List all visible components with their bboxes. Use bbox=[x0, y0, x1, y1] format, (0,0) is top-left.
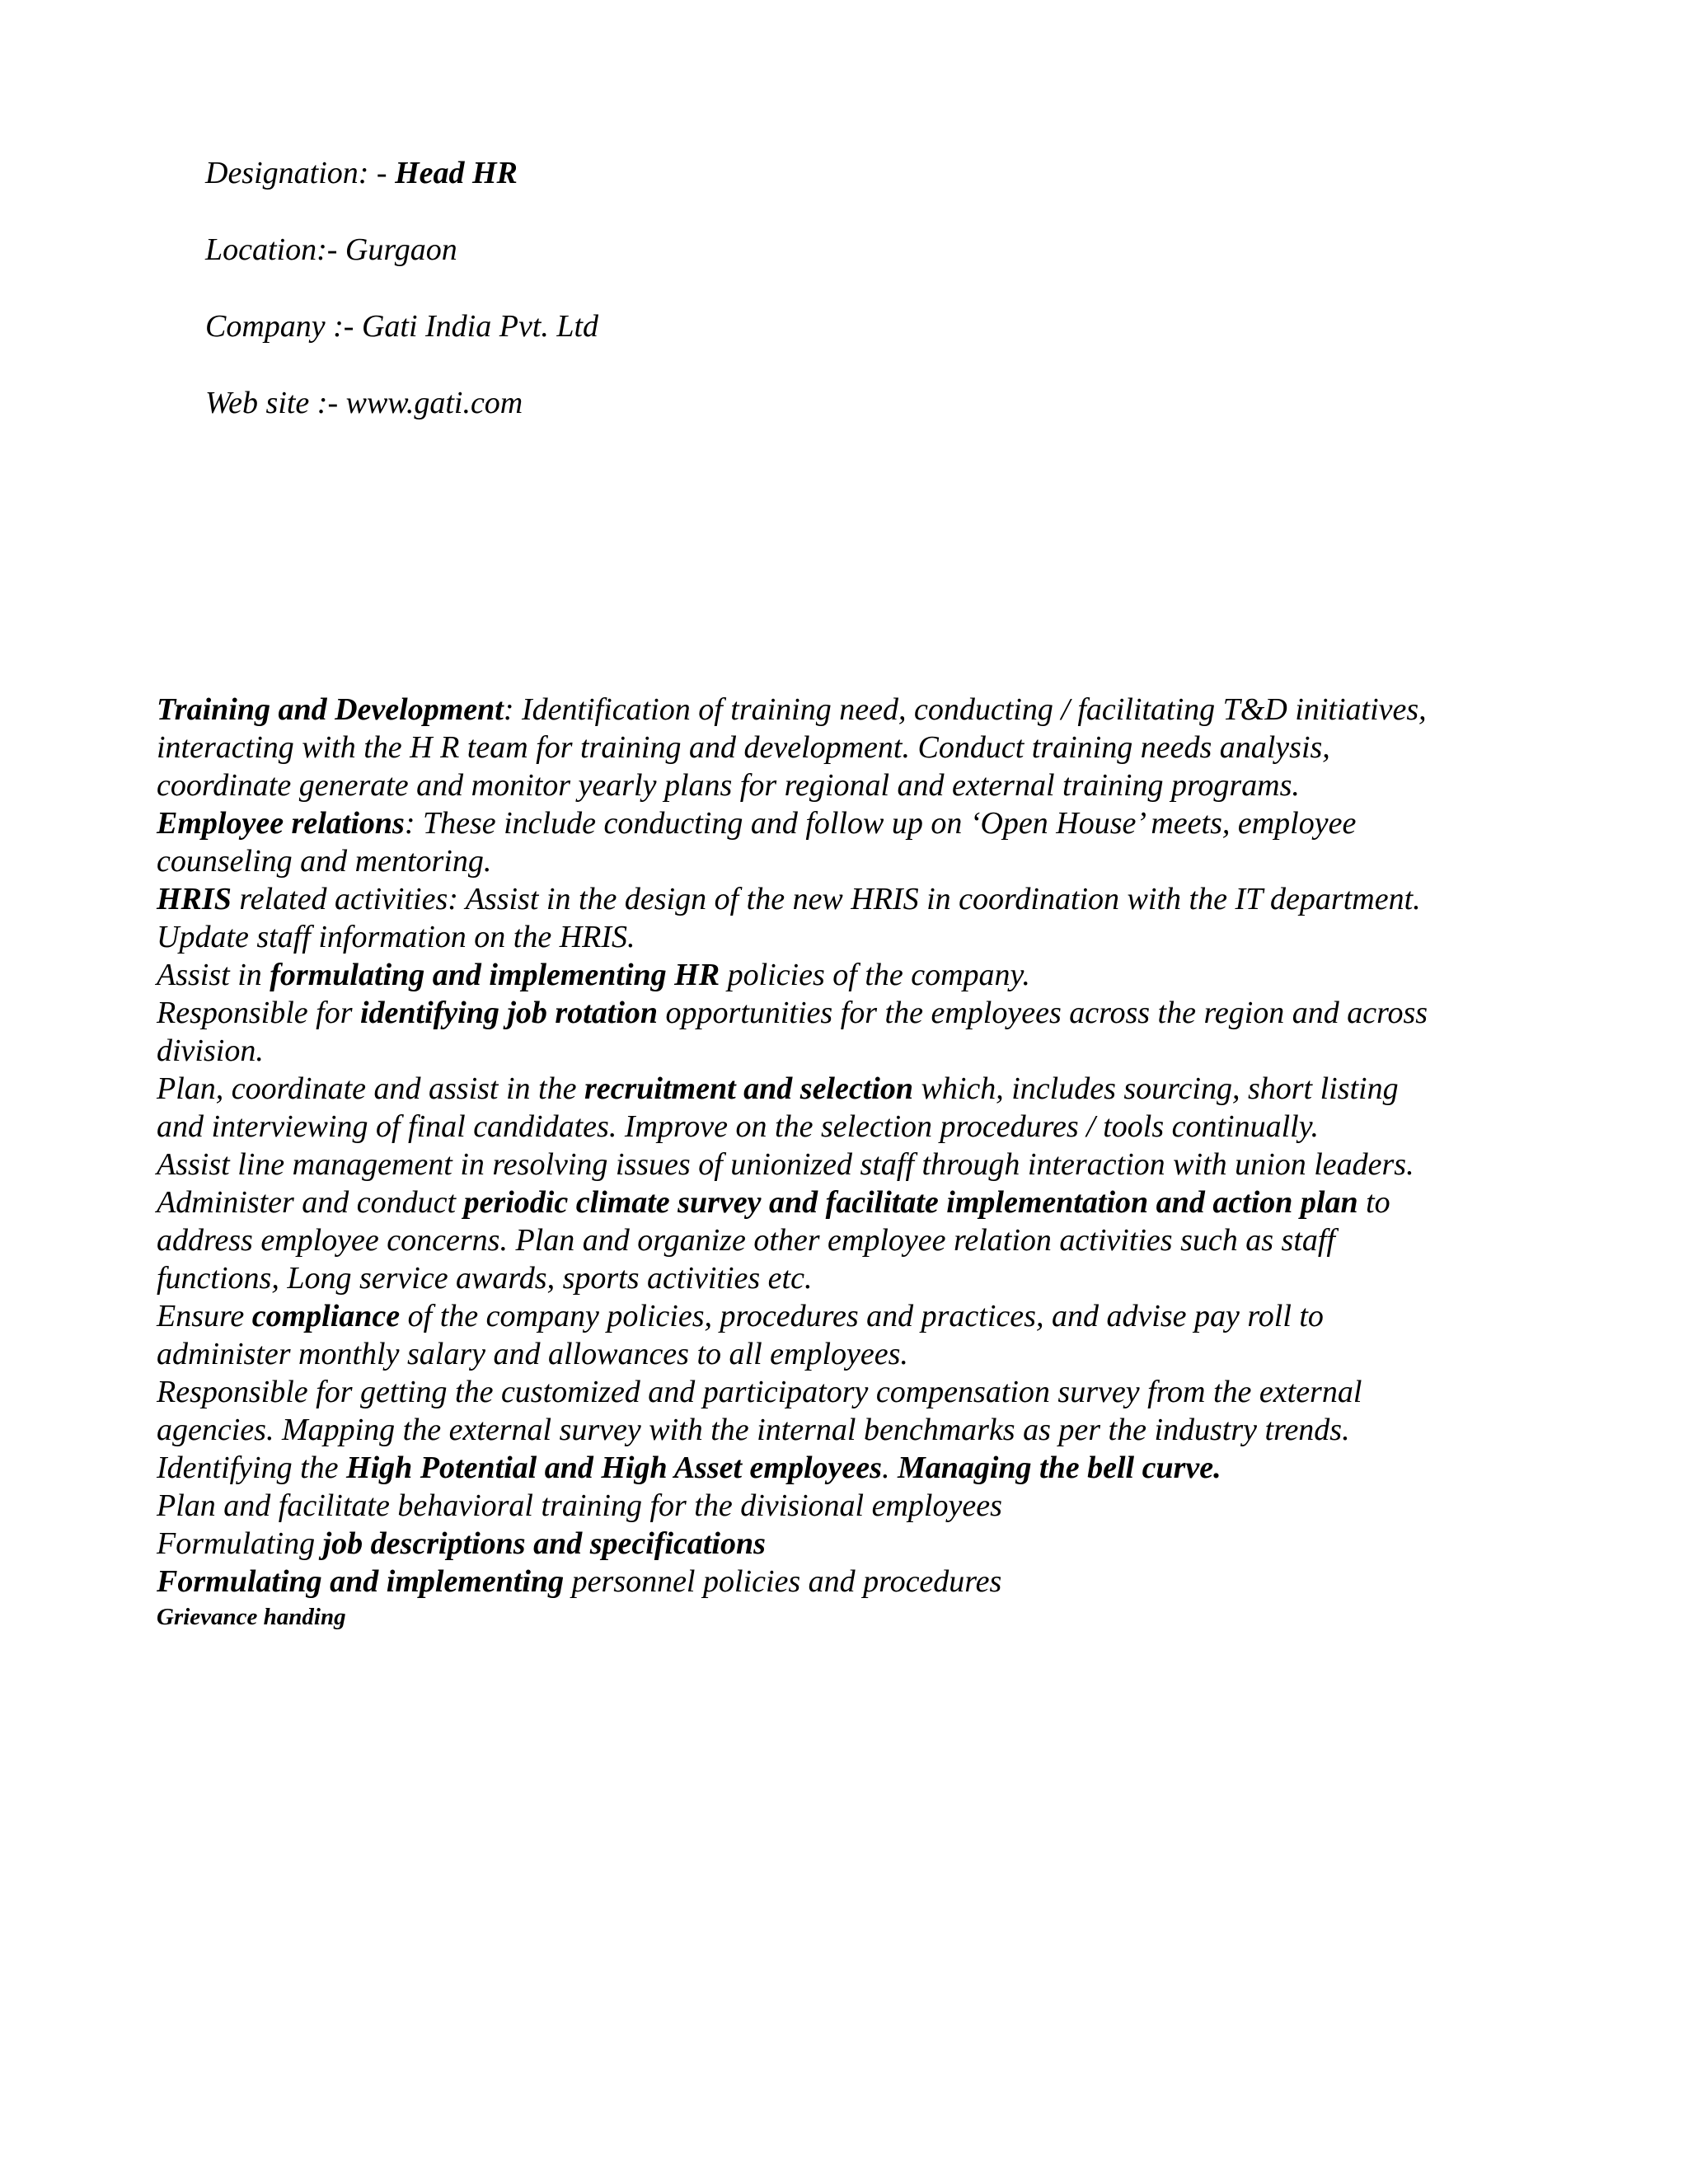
text-line bbox=[157, 1563, 1541, 1601]
text-segment: and interviewing of final candidates. Improve on the selection procedures / tools continually. bbox=[157, 1109, 1319, 1144]
text-segment: Plan and facilitate behavioral training for the divisional employees bbox=[157, 1488, 1002, 1523]
text-segment: Assist line management in resolving issues of unionized staff through interaction with union leaders. bbox=[157, 1147, 1414, 1182]
text-segment: administer monthly salary and allowances to all employees. bbox=[157, 1337, 908, 1371]
text-segment: Administer and conduct bbox=[157, 1185, 464, 1220]
text-segment: opportunities for the employees across the region and across bbox=[658, 996, 1428, 1030]
designation-value: Head HR bbox=[395, 156, 518, 190]
text-line bbox=[157, 1525, 1541, 1563]
text-line bbox=[157, 766, 1541, 804]
text-line bbox=[157, 880, 1541, 918]
text-segment: coordinate generate and monitor yearly plans for regional and external training programs. bbox=[157, 768, 1300, 803]
text-segment: which, includes sourcing, short listing bbox=[912, 1071, 1399, 1106]
text-line bbox=[157, 1183, 1541, 1221]
text-segment: Update staff information on the HRIS. bbox=[157, 920, 635, 954]
header-company: Company :- Gati India Pvt. Ltd bbox=[205, 309, 599, 344]
text-segment: Formulating bbox=[157, 1526, 323, 1561]
text-line bbox=[157, 918, 1541, 956]
text-line bbox=[157, 1373, 1541, 1411]
text-line bbox=[157, 1449, 1541, 1487]
text-line bbox=[157, 1335, 1541, 1373]
bold-segment: High Potential and High Asset employees bbox=[346, 1451, 882, 1485]
text-segment: . bbox=[881, 1451, 898, 1485]
bold-segment: job descriptions and specifications bbox=[322, 1526, 766, 1561]
text-segment: interacting with the H R team for training and development. Conduct training needs analysis, bbox=[157, 730, 1330, 765]
text-line bbox=[157, 804, 1541, 842]
text-line bbox=[157, 1108, 1541, 1146]
designation-label: Designation: - bbox=[205, 156, 396, 190]
text-segment: address employee concerns. Plan and organize other employee relation activities such as staff bbox=[157, 1223, 1335, 1258]
text-segment: : Identification of training need, conducting / facilitating T&D initiatives, bbox=[503, 692, 1427, 727]
text-line bbox=[157, 1146, 1541, 1183]
text-segment: counseling and mentoring. bbox=[157, 844, 492, 879]
bold-segment: HRIS bbox=[157, 882, 232, 916]
text-line bbox=[157, 1221, 1541, 1259]
responsibilities-body bbox=[157, 691, 1541, 1633]
text-line bbox=[157, 1297, 1541, 1335]
text-line bbox=[157, 842, 1541, 880]
header-location: Location:- Gurgaon bbox=[205, 232, 457, 267]
text-line bbox=[157, 1411, 1541, 1449]
text-line bbox=[157, 1032, 1541, 1070]
text-segment: Identifying the bbox=[157, 1451, 347, 1485]
text-segment: Plan, coordinate and assist in the bbox=[157, 1071, 584, 1106]
text-line bbox=[157, 691, 1541, 729]
responsibilities-lines bbox=[157, 691, 1541, 1601]
bold-segment: periodic climate survey and facilitate implementation and action plan bbox=[463, 1185, 1358, 1220]
bold-segment: Managing the bell curve. bbox=[897, 1451, 1221, 1485]
text-segment: functions, Long service awards, sports activities etc. bbox=[157, 1261, 813, 1296]
text-segment: to bbox=[1357, 1185, 1390, 1220]
text-line bbox=[157, 956, 1541, 994]
bold-segment: identifying job rotation bbox=[359, 996, 659, 1030]
text-line bbox=[157, 729, 1541, 766]
header-website: Web site :- www.gati.com bbox=[205, 386, 523, 420]
text-line bbox=[157, 1487, 1541, 1525]
text-segment: division. bbox=[157, 1033, 264, 1068]
bold-segment: formulating and implementing HR bbox=[270, 958, 720, 992]
text-line bbox=[157, 1259, 1541, 1297]
header-designation bbox=[205, 154, 518, 192]
text-segment: agencies. Mapping the external survey with the internal benchmarks as per the industry trends. bbox=[157, 1413, 1350, 1447]
text-segment: Ensure bbox=[157, 1299, 252, 1333]
text-segment: Assist in bbox=[157, 958, 270, 992]
text-segment: Responsible for bbox=[157, 996, 360, 1030]
bold-segment: recruitment and selection bbox=[584, 1071, 913, 1106]
text-segment: Responsible for getting the customized and participatory compensation survey from the external bbox=[157, 1375, 1362, 1409]
text-segment: related activities: Assist in the design of the new HRIS in coordination with the IT department. bbox=[231, 882, 1421, 916]
text-segment: personnel policies and procedures bbox=[564, 1564, 1002, 1599]
bold-segment: Employee relations bbox=[157, 806, 405, 841]
bold-segment: compliance bbox=[251, 1299, 401, 1333]
bold-segment: Training and Development bbox=[157, 692, 504, 727]
bold-segment: Formulating and implementing bbox=[157, 1564, 565, 1599]
text-segment: of the company policies, procedures and practices, and advise pay roll to bbox=[400, 1299, 1324, 1333]
text-line bbox=[157, 994, 1541, 1032]
text-segment: : These include conducting and follow up on ‘Open House’ meets, employee bbox=[404, 806, 1357, 841]
text-line bbox=[157, 1070, 1541, 1108]
text-segment: policies of the company. bbox=[720, 958, 1030, 992]
grievance-line: Grievance handing bbox=[157, 1604, 346, 1630]
